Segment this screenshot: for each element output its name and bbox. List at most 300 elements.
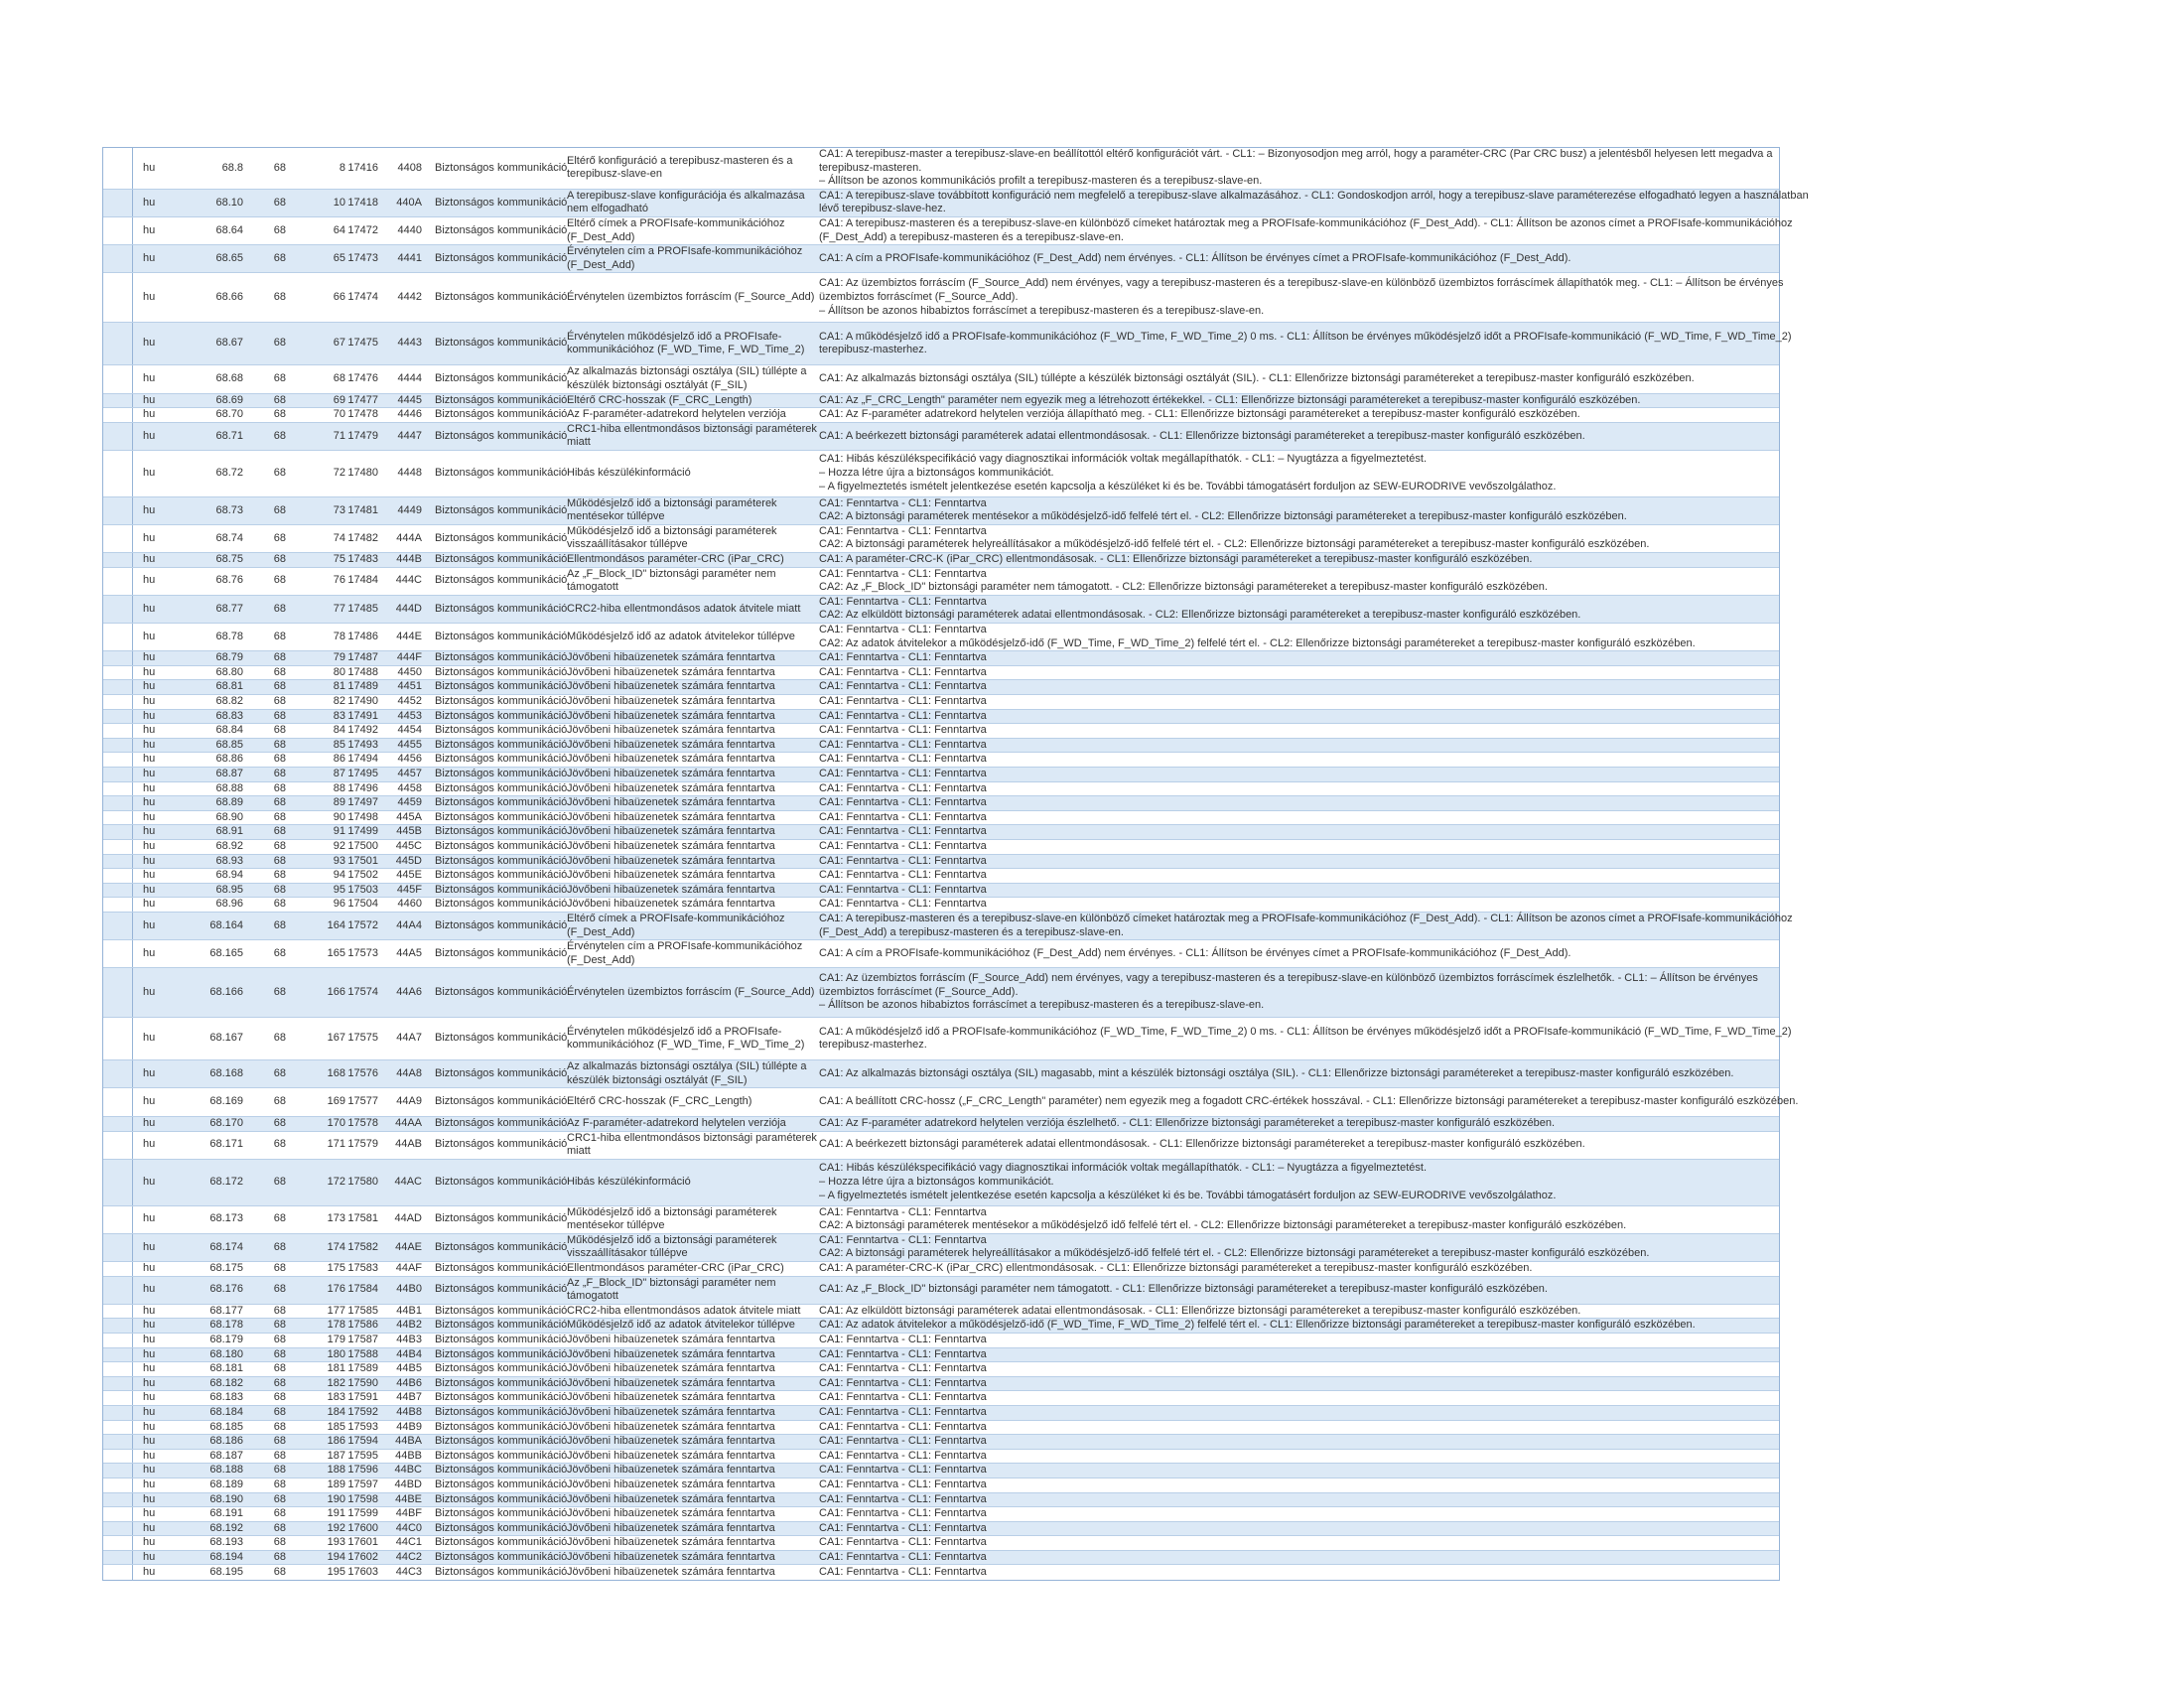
cell-hex-code: 4408: [397, 161, 422, 174]
cell-hex-code: 444E: [396, 630, 422, 642]
cell-error-code: 68.72: [215, 467, 243, 479]
table-row: [103, 568, 1779, 596]
cell-cause-remedy: CA1: Fenntartva - CL1: Fenntartva: [819, 1405, 987, 1418]
table-row: [103, 739, 1779, 754]
cell-error-code: 68.86: [215, 753, 243, 766]
cell-category: Biztonságos kommunikáció: [435, 869, 568, 882]
cell-category: Biztonságos kommunikáció: [435, 393, 568, 406]
cell-cause-remedy: CA1: Fenntartva - CL1: Fenntartva CA2: A biztonsági paraméterek mentésekor a működésjelző-idő felfelé tért el. - CL2: Ellenőrizze biztonsági paramétereket a terepibusz-master konfiguráló eszközében.: [819, 496, 1627, 523]
cell-error-code: 68.93: [215, 854, 243, 867]
cell-language: hu: [143, 574, 156, 587]
cell-category: Biztonságos kommunikáció: [435, 1138, 568, 1151]
cell-error-group: 68: [273, 1138, 286, 1151]
cell-spacer: [103, 1305, 133, 1319]
cell-category: Biztonságos kommunikáció: [435, 709, 568, 722]
cell-error-group: 68: [273, 1536, 286, 1549]
cell-language: hu: [143, 1435, 156, 1448]
cell-error-code: 68.187: [209, 1449, 243, 1462]
cell-category: Biztonságos kommunikáció: [435, 724, 568, 737]
cell-spacer: [103, 596, 133, 623]
cell-error-subcode: 170: [327, 1117, 345, 1130]
table-row: [103, 1305, 1779, 1320]
cell-error-code: 68.182: [209, 1376, 243, 1389]
cell-category: Biztonságos kommunikáció: [435, 1405, 568, 1418]
cell-language: hu: [143, 1032, 156, 1045]
cell-description: Jövőbeni hibaüzenetek számára fenntartva: [567, 796, 775, 809]
table-row: [103, 273, 1784, 323]
cell-description: CRC1-hiba ellentmondásos biztonsági paraméterek miatt: [567, 1131, 817, 1158]
table-row: [103, 1277, 1779, 1305]
cell-cause-remedy: CA1: Fenntartva - CL1: Fenntartva: [819, 1376, 987, 1389]
cell-error-subcode: 168: [327, 1067, 345, 1080]
cell-error-code: 68.75: [215, 553, 243, 566]
cell-cause-remedy: CA1: A terepibusz-masteren és a terepibusz-slave-en különböző címeket határoztak meg a PROFIsafe-kommunikációhoz (F_Dest_Add). - CL1: Állítson be azonos címet a PROFIsafe-kommunikációhoz (F_Dest_Add) a terepibusz-masteren és a terepibusz-slave-en.: [819, 912, 1793, 938]
cell-description: Jövőbeni hibaüzenetek számára fenntartva: [567, 1376, 775, 1389]
cell-cause-remedy: CA1: Az „F_Block_ID" biztonsági paraméter nem támogatott. - CL1: Ellenőrizze biztonsági paramétereket a terepibusz-master konfiguráló eszközében.: [819, 1283, 1548, 1296]
cell-cause-remedy: CA1: A paraméter-CRC-K (iPar_CRC) ellentmondásosak. - CL1: Ellenőrizze biztonsági paramétereket a terepibusz-master konfiguráló eszközében.: [819, 1262, 1533, 1275]
cell-error-subcode: 193: [327, 1536, 345, 1549]
cell-spacer: [103, 840, 133, 854]
cell-spacer: [103, 1018, 133, 1059]
cell-error-code: 68.180: [209, 1347, 243, 1360]
cell-error-group: 68: [273, 1405, 286, 1418]
cell-hex-code: 4443: [397, 337, 422, 350]
cell-error-code: 68.83: [215, 709, 243, 722]
cell-error-code: 68.167: [209, 1032, 243, 1045]
cell-category: Biztonságos kommunikáció: [435, 825, 568, 838]
cell-error-subcode: 64: [333, 223, 345, 236]
cell-error-subcode: 186: [327, 1435, 345, 1448]
cell-description: Jövőbeni hibaüzenetek számára fenntartva: [567, 767, 775, 779]
cell-language: hu: [143, 1175, 156, 1188]
cell-description: Jövőbeni hibaüzenetek számára fenntartva: [567, 1521, 775, 1534]
cell-category: Biztonságos kommunikáció: [435, 695, 568, 708]
cell-cause-remedy: CA1: A beérkezett biztonsági paraméterek adatai ellentmondásosak. - CL1: Ellenőrizze biztonsági paramétereket a terepibusz-master konfiguráló eszközében.: [819, 1138, 1585, 1151]
cell-error-subcode: 69: [333, 393, 345, 406]
cell-error-subcode: 10: [333, 196, 345, 209]
table-row: [103, 1421, 1779, 1436]
table-row: [103, 1362, 1779, 1377]
cell-error-subcode: 176: [327, 1283, 345, 1296]
table-row: [103, 1088, 1799, 1117]
cell-hex-code: 444F: [396, 651, 422, 664]
cell-spacer: [103, 568, 133, 595]
cell-description: Működésjelző idő a biztonsági paraméterek mentésekor túllépve: [567, 1205, 777, 1232]
cell-error-subcode: 169: [327, 1095, 345, 1108]
cell-error-code: 68.174: [209, 1240, 243, 1253]
cell-error-code: 68.85: [215, 738, 243, 751]
table-row: [103, 1551, 1779, 1566]
cell-spacer: [103, 1478, 133, 1492]
cell-cause-remedy: CA1: Fenntartva - CL1: Fenntartva: [819, 898, 987, 911]
cell-hex-code: 44A8: [396, 1067, 422, 1080]
cell-decimal-code: 17599: [347, 1507, 378, 1520]
cell-spacer: [103, 1319, 133, 1333]
cell-hex-code: 44AA: [395, 1117, 422, 1130]
cell-spacer: [103, 768, 133, 781]
cell-hex-code: 44AB: [395, 1138, 422, 1151]
cell-error-group: 68: [273, 918, 286, 931]
cell-error-group: 68: [273, 854, 286, 867]
cell-error-group: 68: [273, 503, 286, 516]
cell-error-code: 68.78: [215, 630, 243, 642]
cell-hex-code: 4449: [397, 503, 422, 516]
cell-error-group: 68: [273, 1319, 286, 1332]
cell-spacer: [103, 423, 133, 450]
cell-error-subcode: 178: [327, 1319, 345, 1332]
cell-error-group: 68: [273, 753, 286, 766]
cell-description: Jövőbeni hibaüzenetek számára fenntartva: [567, 1435, 775, 1448]
cell-cause-remedy: CA1: Az F-paraméter adatrekord helytelen verziója észlelhető. - CL1: Ellenőrizze biztonsági paramétereket a terepibusz-master konfiguráló eszközében.: [819, 1117, 1556, 1130]
cell-decimal-code: 17583: [347, 1262, 378, 1275]
cell-hex-code: 44BB: [395, 1449, 422, 1462]
cell-category: Biztonságos kommunikáció: [435, 1304, 568, 1317]
cell-spacer: [103, 408, 133, 422]
cell-error-subcode: 84: [333, 724, 345, 737]
cell-error-group: 68: [273, 738, 286, 751]
cell-language: hu: [143, 1333, 156, 1345]
cell-category: Biztonságos kommunikáció: [435, 531, 568, 544]
cell-decimal-code: 17602: [347, 1550, 378, 1563]
cell-hex-code: 445A: [396, 810, 422, 823]
cell-category: Biztonságos kommunikáció: [435, 1032, 568, 1045]
cell-cause-remedy: CA1: Fenntartva - CL1: Fenntartva: [819, 1536, 987, 1549]
table-row: [103, 497, 1779, 525]
cell-hex-code: 44C2: [395, 1550, 422, 1563]
cell-cause-remedy: CA1: A cím a PROFIsafe-kommunikációhoz (F_Dest_Add) nem érvényes. - CL1: Állítson be érvényes címet a PROFIsafe-kommunikációhoz (F_Dest_Add).: [819, 946, 1571, 959]
cell-cause-remedy: CA1: Fenntartva - CL1: Fenntartva: [819, 839, 987, 852]
cell-decimal-code: 17597: [347, 1477, 378, 1490]
cell-spacer: [103, 1522, 133, 1536]
cell-error-code: 68.184: [209, 1405, 243, 1418]
cell-description: Működésjelző idő az adatok átvitelekor túllépve: [567, 1319, 795, 1332]
cell-description: Jövőbeni hibaüzenetek számára fenntartva: [567, 1391, 775, 1404]
cell-spacer: [103, 624, 133, 650]
cell-hex-code: 44B0: [396, 1283, 422, 1296]
cell-description: Jövőbeni hibaüzenetek számára fenntartva: [567, 651, 775, 664]
cell-spacer: [103, 245, 133, 272]
cell-hex-code: 44BD: [394, 1477, 422, 1490]
table-row: [103, 1536, 1779, 1551]
table-row: [103, 216, 1793, 245]
table-row: [103, 855, 1779, 870]
cell-description: Ellentmondásos paraméter-CRC (iPar_CRC): [567, 1262, 784, 1275]
cell-cause-remedy: CA1: Fenntartva - CL1: Fenntartva: [819, 1391, 987, 1404]
cell-decimal-code: 17572: [347, 918, 378, 931]
cell-language: hu: [143, 393, 156, 406]
table-row: [103, 365, 1779, 393]
cell-error-code: 68.191: [209, 1507, 243, 1520]
cell-description: Jövőbeni hibaüzenetek számára fenntartva: [567, 1405, 775, 1418]
cell-category: Biztonságos kommunikáció: [435, 1507, 568, 1520]
cell-hex-code: 44C1: [395, 1536, 422, 1549]
cell-description: Jövőbeni hibaüzenetek számára fenntartva: [567, 1347, 775, 1360]
cell-language: hu: [143, 825, 156, 838]
cell-decimal-code: 17497: [347, 796, 378, 809]
cell-decimal-code: 17499: [347, 825, 378, 838]
cell-description: Az alkalmazás biztonsági osztálya (SIL) túllépte a készülék biztonsági osztályát (F_SIL): [567, 365, 807, 391]
cell-decimal-code: 17584: [347, 1283, 378, 1296]
cell-description: Jövőbeni hibaüzenetek számára fenntartva: [567, 709, 775, 722]
cell-error-code: 68.188: [209, 1464, 243, 1477]
cell-description: Jövőbeni hibaüzenetek számára fenntartva: [567, 898, 775, 911]
cell-decimal-code: 17478: [347, 408, 378, 421]
cell-cause-remedy: CA1: Fenntartva - CL1: Fenntartva CA2: Az „F_Block_ID" biztonsági paraméter nem támogatott. - CL2: Ellenőrizze biztonsági paramétereket a terepibusz-master konfiguráló eszközében.: [819, 567, 1548, 594]
cell-error-subcode: 189: [327, 1477, 345, 1490]
table-row: [103, 840, 1779, 855]
cell-spacer: [103, 1493, 133, 1507]
cell-description: Jövőbeni hibaüzenetek számára fenntartva: [567, 695, 775, 708]
table-row: [103, 423, 1779, 451]
cell-error-group: 68: [273, 161, 286, 174]
cell-error-code: 68.87: [215, 767, 243, 779]
cell-language: hu: [143, 1492, 156, 1505]
cell-language: hu: [143, 290, 156, 303]
table-row: [103, 1117, 1779, 1132]
cell-language: hu: [143, 503, 156, 516]
cell-category: Biztonságos kommunikáció: [435, 161, 568, 174]
cell-error-group: 68: [273, 810, 286, 823]
cell-cause-remedy: CA1: Fenntartva - CL1: Fenntartva: [819, 1449, 987, 1462]
cell-error-group: 68: [273, 680, 286, 693]
cell-error-subcode: 191: [327, 1507, 345, 1520]
cell-decimal-code: 17475: [347, 337, 378, 350]
table-row: [103, 1334, 1779, 1348]
cell-cause-remedy: CA1: Fenntartva - CL1: Fenntartva: [819, 738, 987, 751]
cell-description: Jövőbeni hibaüzenetek számára fenntartva: [567, 869, 775, 882]
cell-description: Jövőbeni hibaüzenetek számára fenntartva: [567, 665, 775, 678]
cell-decimal-code: 17476: [347, 372, 378, 385]
cell-category: Biztonságos kommunikáció: [435, 796, 568, 809]
cell-error-group: 68: [273, 1333, 286, 1345]
cell-decimal-code: 17480: [347, 467, 378, 479]
cell-cause-remedy: CA1: A paraméter-CRC-K (iPar_CRC) ellentmondásosak. - CL1: Ellenőrizze biztonsági paramétereket a terepibusz-master konfiguráló eszközében.: [819, 553, 1533, 566]
cell-error-group: 68: [273, 1435, 286, 1448]
cell-decimal-code: 17575: [347, 1032, 378, 1045]
cell-description: Jövőbeni hibaüzenetek számára fenntartva: [567, 724, 775, 737]
cell-language: hu: [143, 1117, 156, 1130]
cell-cause-remedy: CA1: A terepibusz-slave továbbított konfiguráció nem megfelelő a terepibusz-slave alkalmazásához. - CL1: Gondoskodjon arról, hogy a terepibusz-slave paraméterezése elfogadható legyen a használatban lévő terepibusz-slave-hez.: [819, 189, 1809, 215]
cell-spacer: [103, 323, 133, 364]
cell-cause-remedy: CA1: Fenntartva - CL1: Fenntartva: [819, 1333, 987, 1345]
cell-hex-code: 44B8: [396, 1405, 422, 1418]
cell-cause-remedy: CA1: A működésjelző idő a PROFIsafe-kommunikációhoz (F_WD_Time, F_WD_Time_2) 0 ms. - CL1: Állítson be érvényes működésjelző időt a PROFIsafe-kommunikáció (F_WD_Time, F_WD_Time_2) terepibusz-masterhez.: [819, 330, 1792, 356]
cell-language: hu: [143, 1262, 156, 1275]
cell-error-subcode: 92: [333, 839, 345, 852]
cell-decimal-code: 17581: [347, 1212, 378, 1225]
table-row: [103, 553, 1779, 568]
cell-error-subcode: 75: [333, 553, 345, 566]
cell-description: Jövőbeni hibaüzenetek számára fenntartva: [567, 1420, 775, 1433]
table-row: [103, 525, 1779, 553]
cell-error-group: 68: [273, 1067, 286, 1080]
cell-cause-remedy: CA1: Az elküldött biztonsági paraméterek adatai ellentmondásosak. - CL1: Ellenőrizze biztonsági paramétereket a terepibusz-master konfiguráló eszközében.: [819, 1304, 1581, 1317]
table-row: [103, 1464, 1779, 1478]
cell-hex-code: 44A6: [396, 985, 422, 998]
cell-description: Érvénytelen működésjelző idő a PROFIsafe- kommunikációhoz (F_WD_Time, F_WD_Time_2): [567, 330, 805, 356]
cell-decimal-code: 17416: [347, 161, 378, 174]
cell-spacer: [103, 1377, 133, 1391]
cell-error-code: 68.179: [209, 1333, 243, 1345]
cell-spacer: [103, 710, 133, 724]
cell-category: Biztonságos kommunikáció: [435, 1175, 568, 1188]
cell-category: Biztonságos kommunikáció: [435, 630, 568, 642]
cell-error-group: 68: [273, 1376, 286, 1389]
cell-decimal-code: 17585: [347, 1304, 378, 1317]
cell-cause-remedy: CA1: Fenntartva - CL1: Fenntartva: [819, 651, 987, 664]
cell-error-group: 68: [273, 839, 286, 852]
cell-category: Biztonságos kommunikáció: [435, 251, 568, 264]
cell-cause-remedy: CA1: Fenntartva - CL1: Fenntartva: [819, 796, 987, 809]
cell-cause-remedy: CA1: Fenntartva - CL1: Fenntartva: [819, 709, 987, 722]
cell-description: Működésjelző idő a biztonsági paraméterek visszaállításakor túllépve: [567, 524, 777, 551]
cell-decimal-code: 17482: [347, 531, 378, 544]
cell-decimal-code: 17477: [347, 393, 378, 406]
cell-spacer: [103, 1507, 133, 1521]
cell-error-code: 68.84: [215, 724, 243, 737]
cell-category: Biztonságos kommunikáció: [435, 985, 568, 998]
cell-spacer: [103, 869, 133, 883]
cell-decimal-code: 17600: [347, 1521, 378, 1534]
cell-cause-remedy: CA1: Fenntartva - CL1: Fenntartva: [819, 869, 987, 882]
cell-hex-code: 44B3: [396, 1333, 422, 1345]
cell-spacer: [103, 898, 133, 912]
cell-description: Jövőbeni hibaüzenetek számára fenntartva: [567, 883, 775, 896]
cell-error-subcode: 182: [327, 1376, 345, 1389]
cell-category: Biztonságos kommunikáció: [435, 290, 568, 303]
table-row: [103, 1391, 1779, 1406]
table-row: [103, 884, 1779, 899]
cell-error-group: 68: [273, 1240, 286, 1253]
table-row: [103, 753, 1779, 768]
cell-error-group: 68: [273, 825, 286, 838]
cell-hex-code: 4450: [397, 665, 422, 678]
cell-decimal-code: 17491: [347, 709, 378, 722]
cell-category: Biztonságos kommunikáció: [435, 767, 568, 779]
cell-spacer: [103, 884, 133, 898]
cell-cause-remedy: CA1: Hibás készülékspecifikáció vagy diagnosztikai információk voltak megállapíthatók. - CL1: – Nyugtázza a figyelmeztetést. – Hozza létre újra a biztonságos kommunikációt. – A figyelmeztetés ismételt jelentkezése esetén kapcsolja a készüléket ki és be. További támogatásért forduljon az SEW-EURODRIVE vevőszolgálathoz.: [819, 453, 1557, 492]
cell-category: Biztonságos kommunikáció: [435, 665, 568, 678]
cell-description: Jövőbeni hibaüzenetek számára fenntartva: [567, 1333, 775, 1345]
cell-hex-code: 44B2: [396, 1319, 422, 1332]
cell-error-group: 68: [273, 1032, 286, 1045]
cell-description: Eltérő címek a PROFIsafe-kommunikációhoz (F_Dest_Add): [567, 216, 785, 243]
cell-error-subcode: 167: [327, 1032, 345, 1045]
cell-language: hu: [143, 854, 156, 867]
cell-category: Biztonságos kommunikáció: [435, 467, 568, 479]
cell-error-code: 68.189: [209, 1477, 243, 1490]
cell-error-subcode: 183: [327, 1391, 345, 1404]
cell-error-group: 68: [273, 898, 286, 911]
cell-description: Jövőbeni hibaüzenetek számára fenntartva: [567, 753, 775, 766]
cell-category: Biztonságos kommunikáció: [435, 1420, 568, 1433]
cell-description: Az F-paraméter-adatrekord helytelen verziója: [567, 408, 786, 421]
cell-error-subcode: 89: [333, 796, 345, 809]
cell-error-group: 68: [273, 1477, 286, 1490]
cell-description: Jövőbeni hibaüzenetek számára fenntartva: [567, 1550, 775, 1563]
cell-error-group: 68: [273, 709, 286, 722]
cell-category: Biztonságos kommunikáció: [435, 223, 568, 236]
cell-error-group: 68: [273, 251, 286, 264]
cell-decimal-code: 17486: [347, 630, 378, 642]
cell-hex-code: 44AF: [395, 1262, 422, 1275]
cell-error-group: 68: [273, 1262, 286, 1275]
cell-cause-remedy: CA1: Fenntartva - CL1: Fenntartva CA2: A biztonsági paraméterek mentésekor a működésjelző idő felfelé tért el. - CL2: Ellenőrizze biztonsági paramétereket a terepibusz-master konfiguráló eszközében.: [819, 1205, 1627, 1232]
cell-error-subcode: 82: [333, 695, 345, 708]
cell-decimal-code: 17485: [347, 602, 378, 615]
cell-error-subcode: 192: [327, 1521, 345, 1534]
cell-language: hu: [143, 839, 156, 852]
table-row: [103, 1262, 1779, 1277]
cell-error-code: 68.176: [209, 1283, 243, 1296]
cell-language: hu: [143, 1095, 156, 1108]
cell-category: Biztonságos kommunikáció: [435, 602, 568, 615]
cell-language: hu: [143, 1477, 156, 1490]
table-row: [103, 898, 1779, 913]
cell-description: Az F-paraméter-adatrekord helytelen verziója: [567, 1117, 786, 1130]
cell-decimal-code: 17479: [347, 429, 378, 442]
cell-language: hu: [143, 946, 156, 959]
cell-hex-code: 445E: [396, 869, 422, 882]
cell-decimal-code: 17582: [347, 1240, 378, 1253]
cell-decimal-code: 17490: [347, 695, 378, 708]
cell-cause-remedy: CA1: Fenntartva - CL1: Fenntartva: [819, 1420, 987, 1433]
cell-spacer: [103, 1406, 133, 1420]
cell-error-group: 68: [273, 553, 286, 566]
cell-error-group: 68: [273, 531, 286, 544]
cell-error-group: 68: [273, 1175, 286, 1188]
cell-description: A terepibusz-slave konfigurációja és alkalmazása nem elfogadható: [567, 189, 805, 215]
table-row: [103, 1450, 1779, 1465]
cell-language: hu: [143, 1347, 156, 1360]
cell-error-code: 68.94: [215, 869, 243, 882]
cell-error-subcode: 73: [333, 503, 345, 516]
cell-spacer: [103, 1551, 133, 1565]
cell-error-group: 68: [273, 372, 286, 385]
cell-hex-code: 44A7: [396, 1032, 422, 1045]
cell-decimal-code: 17590: [347, 1376, 378, 1389]
cell-error-group: 68: [273, 1449, 286, 1462]
cell-description: CRC2-hiba ellentmondásos adatok átvitele miatt: [567, 602, 801, 615]
cell-error-group: 68: [273, 223, 286, 236]
cell-hex-code: 44C0: [395, 1521, 422, 1534]
cell-error-subcode: 78: [333, 630, 345, 642]
cell-error-subcode: 184: [327, 1405, 345, 1418]
table-row: [103, 1348, 1779, 1363]
cell-category: Biztonságos kommunikáció: [435, 781, 568, 794]
cell-error-subcode: 86: [333, 753, 345, 766]
cell-spacer: [103, 825, 133, 839]
cell-decimal-code: 17595: [347, 1449, 378, 1462]
cell-error-subcode: 88: [333, 781, 345, 794]
cell-decimal-code: 17484: [347, 574, 378, 587]
cell-description: Jövőbeni hibaüzenetek számára fenntartva: [567, 1492, 775, 1505]
table-row: [103, 1018, 1792, 1060]
cell-decimal-code: 17496: [347, 781, 378, 794]
cell-category: Biztonságos kommunikáció: [435, 946, 568, 959]
cell-category: Biztonságos kommunikáció: [435, 1376, 568, 1389]
cell-spacer: [103, 217, 133, 244]
cell-language: hu: [143, 1138, 156, 1151]
cell-cause-remedy: CA1: Fenntartva - CL1: Fenntartva: [819, 767, 987, 779]
cell-hex-code: 44B4: [396, 1347, 422, 1360]
cell-category: Biztonságos kommunikáció: [435, 918, 568, 931]
cell-spacer: [103, 148, 133, 189]
cell-error-group: 68: [273, 1565, 286, 1578]
cell-spacer: [103, 666, 133, 680]
cell-category: Biztonságos kommunikáció: [435, 1550, 568, 1563]
cell-error-subcode: 188: [327, 1464, 345, 1477]
